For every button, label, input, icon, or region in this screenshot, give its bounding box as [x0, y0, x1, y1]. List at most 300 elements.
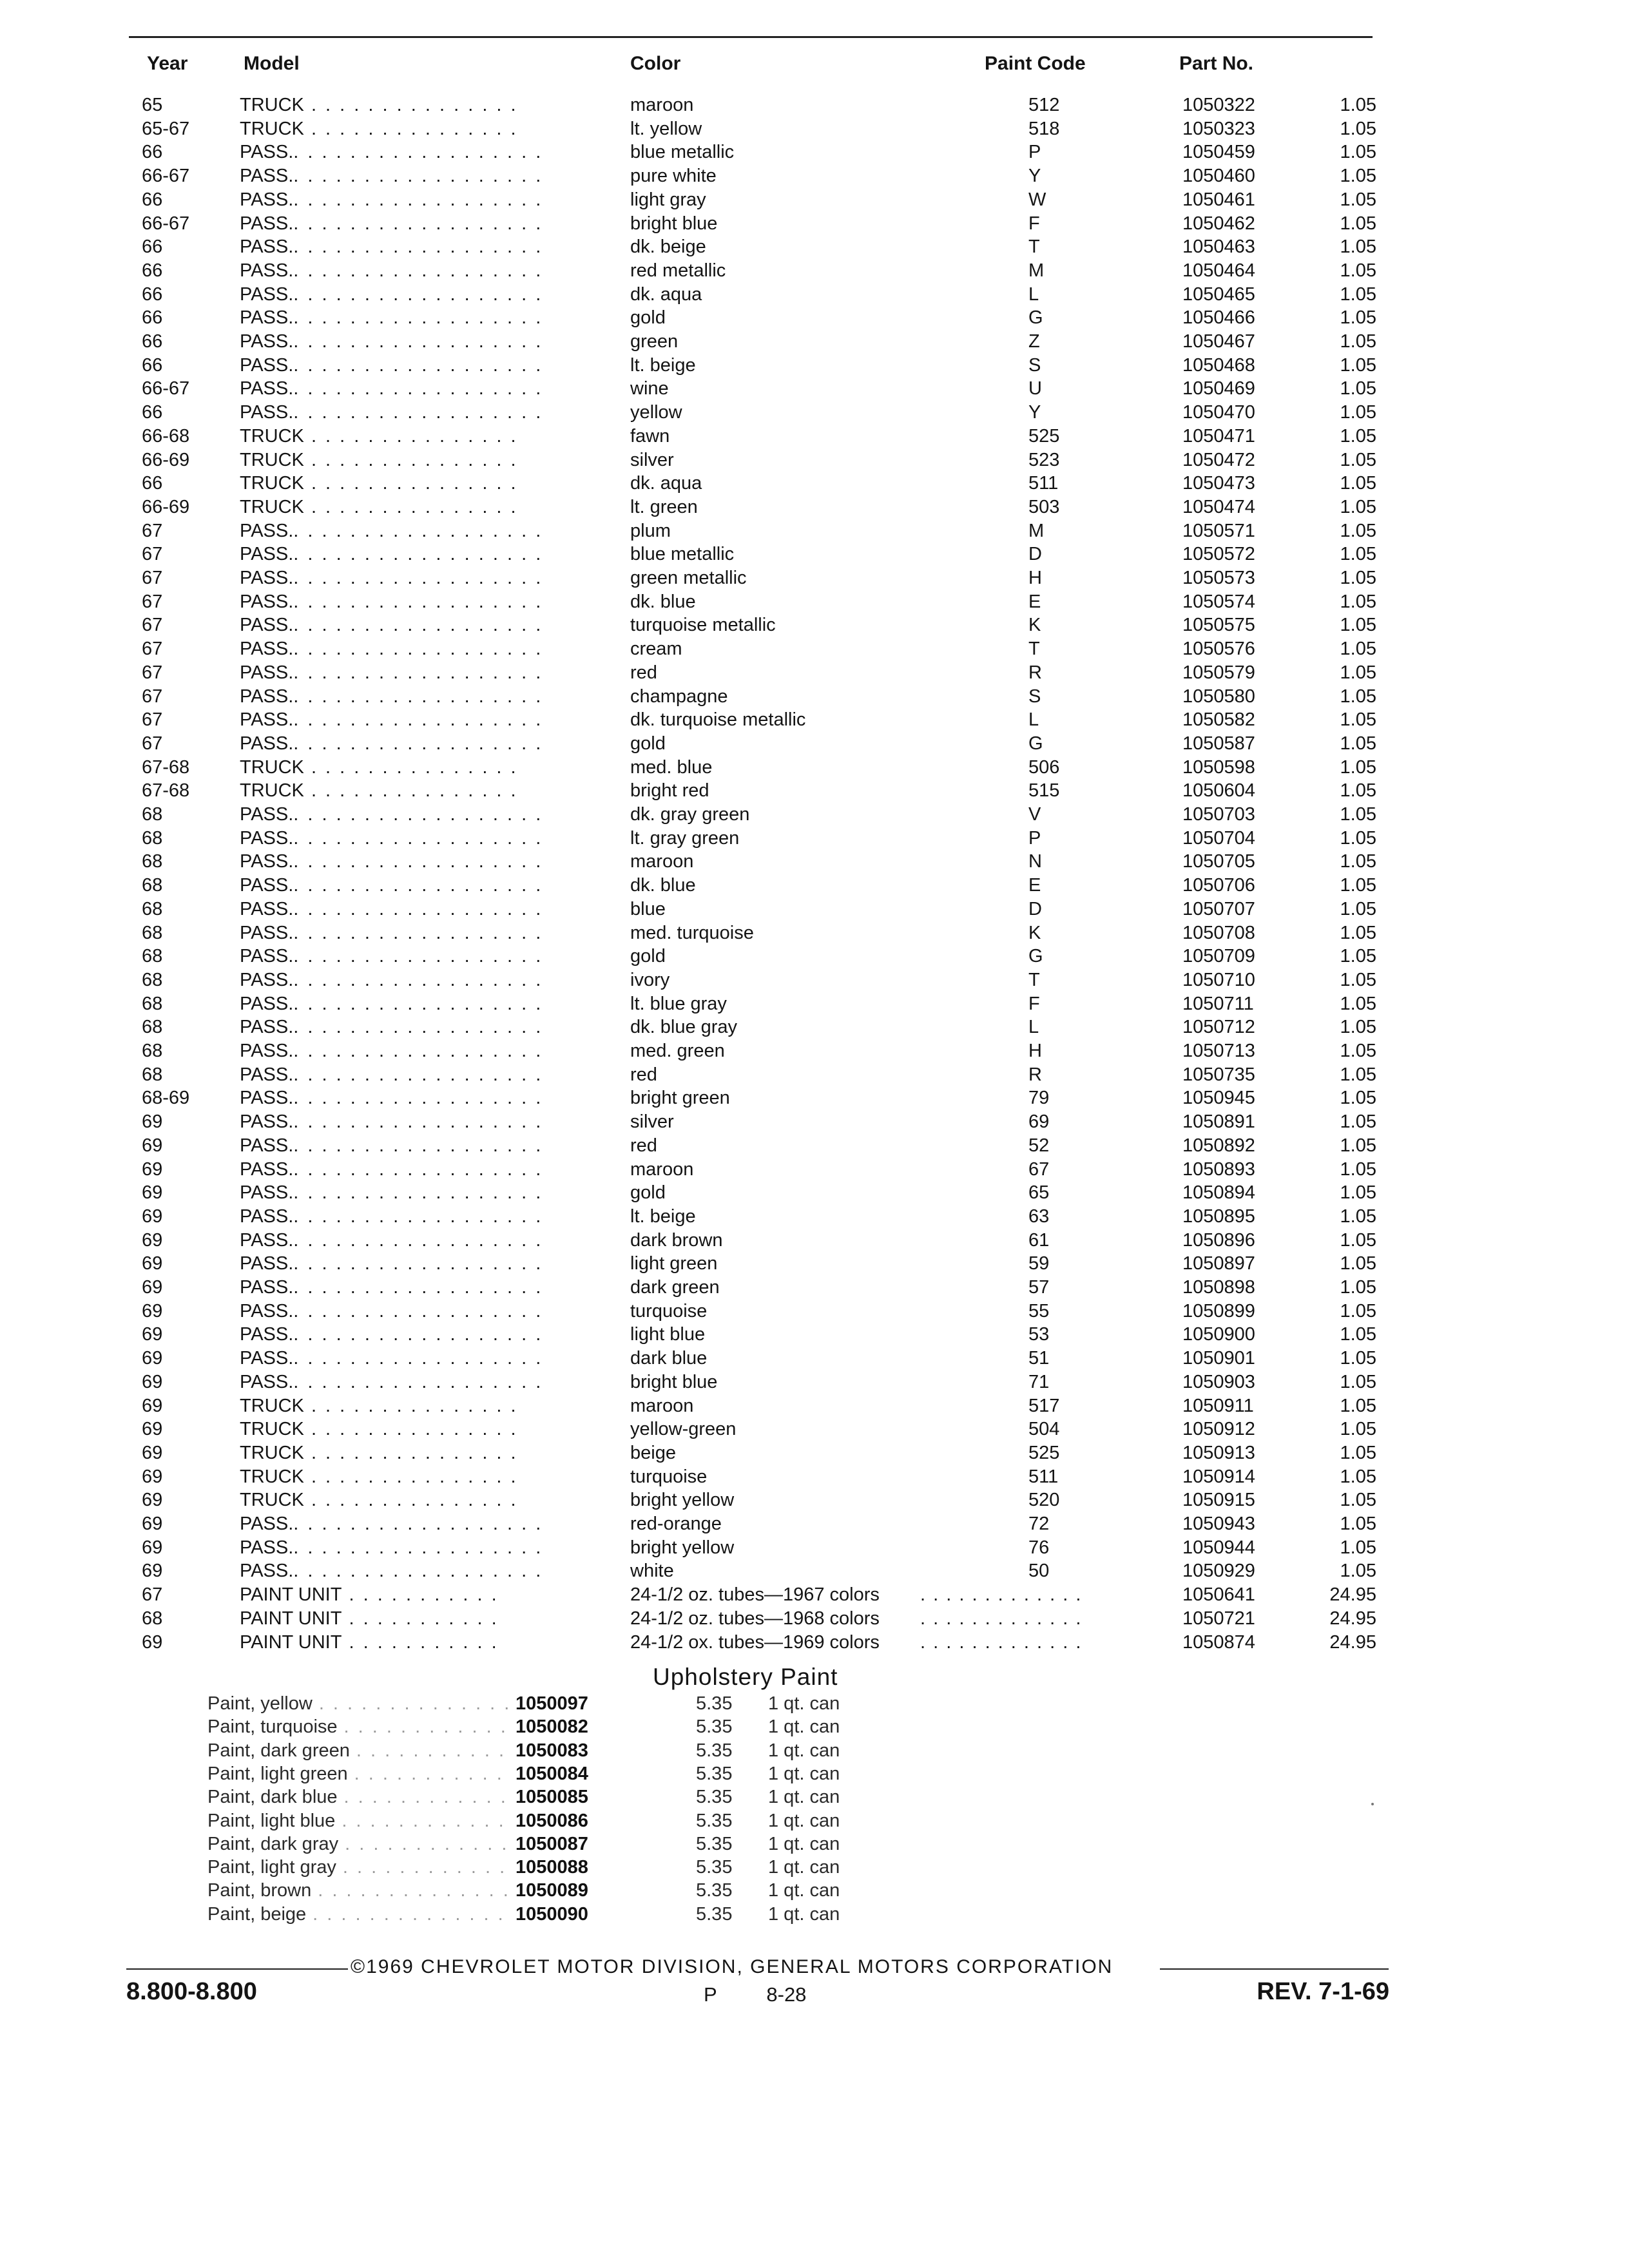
color-cell: bright yellow	[630, 1537, 735, 1558]
model-cell: PASS.. . . . . . . . . . . . . . . . . .	[240, 733, 543, 754]
color-cell: med. turquoise	[630, 922, 754, 943]
part-number-cell: 1050580	[1182, 686, 1255, 707]
model-text: PASS.	[240, 1348, 294, 1369]
paint-code-cell: W	[1028, 189, 1046, 210]
leader-dots: . . . . . . . . . . . . . .	[318, 1693, 512, 1714]
price-cell: 1.05	[1340, 1135, 1376, 1156]
paint-code-cell: 69	[1028, 1111, 1050, 1133]
model-cell: PASS.. . . . . . . . . . . . . . . . . .	[240, 1017, 543, 1038]
color-cell: white	[630, 1561, 674, 1582]
model-text: PASS.	[240, 946, 294, 967]
model-cell: PASS.. . . . . . . . . . . . . . . . . .	[240, 946, 543, 967]
year-cell: 68	[142, 1064, 163, 1085]
item-name: Paint, dark blue	[207, 1787, 338, 1808]
model-cell: PASS.. . . . . . . . . . . . . . . . . .	[240, 378, 543, 399]
table-row	[0, 1465, 1629, 1489]
model-text: PASS.	[240, 709, 294, 731]
year-cell: 68	[142, 969, 163, 990]
part-number-cell: 1050641	[1182, 1584, 1255, 1606]
year-cell: 68	[142, 804, 163, 825]
year-cell: 66	[142, 402, 163, 423]
paint-code-cell: G	[1028, 946, 1043, 967]
color-cell: turquoise	[630, 1300, 708, 1321]
model-cell: PASS.. . . . . . . . . . . . . . . . . .	[240, 284, 543, 305]
header-part-no: Part No.	[1179, 53, 1254, 74]
paint-code-cell: H	[1028, 1041, 1042, 1061]
color-cell: green metallic	[630, 568, 747, 588]
price-cell: 1.05	[1340, 686, 1376, 707]
year-cell: 67	[142, 520, 163, 541]
model-cell: PASS.. . . . . . . . . . . . . . . . . .	[240, 709, 543, 731]
part-number-cell: 1050322	[1182, 95, 1255, 115]
part-number-cell: 1050471	[1182, 425, 1255, 447]
item-name: Paint, light blue	[207, 1810, 336, 1831]
model-text: TRUCK	[240, 425, 304, 447]
price-cell: 1.05	[1340, 1158, 1376, 1180]
revision-date: REV. 7-1-69	[1257, 1978, 1389, 2005]
part-number-cell: 1050090	[516, 1903, 588, 1925]
model-cell: PASS.. . . . . . . . . . . . . . . . . .	[240, 189, 543, 210]
price-cell: 5.35	[696, 1787, 733, 1808]
part-number-cell: 1050899	[1182, 1300, 1255, 1321]
item-name: Paint, yellow	[207, 1693, 313, 1714]
model-text: PASS.	[240, 1324, 294, 1345]
model-cell: TRUCK . . . . . . . . . . . . . . .	[240, 496, 518, 517]
model-cell: PASS.. . . . . . . . . . . . . . . . . .	[240, 1277, 543, 1298]
table-row	[0, 1158, 1629, 1182]
paint-code-cell: 67	[1028, 1158, 1050, 1180]
year-cell: 69	[142, 1229, 163, 1251]
table-row	[0, 1015, 1629, 1039]
color-cell: lt. blue gray	[630, 993, 727, 1014]
year-cell: 68	[142, 898, 163, 919]
part-number-cell: 1050082	[516, 1716, 588, 1738]
part-number-cell: 1050587	[1182, 733, 1255, 754]
table-row	[0, 1229, 1629, 1253]
color-cell: lt. gray green	[630, 827, 740, 849]
part-number-cell: 1050467	[1182, 331, 1255, 352]
paint-code-cell: G	[1028, 733, 1043, 754]
model-cell: TRUCK . . . . . . . . . . . . . . .	[240, 780, 518, 802]
color-cell: dk. aqua	[630, 284, 702, 305]
price-cell: 1.05	[1340, 95, 1376, 115]
price-cell: 5.35	[696, 1693, 733, 1714]
paint-code-cell: 512	[1028, 95, 1060, 115]
model-cell: PAINT UNIT . . . . . . . . . . .	[240, 1608, 499, 1629]
model-text: PASS.	[240, 1182, 294, 1204]
table-row	[0, 1394, 1629, 1418]
table-row	[0, 235, 1629, 259]
model-cell: PASS.. . . . . . . . . . . . . . . . . .	[240, 1229, 543, 1251]
table-row	[0, 1441, 1629, 1465]
model-cell: PASS.. . . . . . . . . . . . . . . . . .	[240, 591, 543, 612]
color-cell: dk. beige	[630, 236, 706, 258]
model-cell: PASS.. . . . . . . . . . . . . . . . . .	[240, 166, 543, 187]
item-name: Paint, beige	[207, 1903, 307, 1925]
model-text: PASS.	[240, 851, 294, 872]
color-cell: light gray	[630, 189, 706, 210]
model-cell: PASS.. . . . . . . . . . . . . . . . . .	[240, 639, 543, 660]
price-cell: 1.05	[1340, 1395, 1376, 1416]
model-cell: PASS.. . . . . . . . . . . . . . . . . .	[240, 875, 543, 896]
model-text: PASS.	[240, 260, 294, 281]
color-cell: lt. green	[630, 496, 698, 517]
model-cell: PASS.. . . . . . . . . . . . . . . . . .	[240, 922, 543, 943]
price-cell: 5.35	[696, 1810, 733, 1831]
color-cell: light blue	[630, 1324, 706, 1345]
footer-rule-left	[126, 1968, 365, 1970]
color-cell: fawn	[630, 425, 670, 447]
leader-dots: . . . . . . . . . . . .	[342, 1810, 506, 1831]
model-text: PASS.	[240, 213, 294, 234]
color-cell: maroon	[630, 95, 694, 115]
table-row	[0, 1536, 1629, 1560]
part-number-cell: 1050466	[1182, 307, 1255, 329]
model-text: TRUCK	[240, 1419, 304, 1440]
part-number-cell: 1050085	[516, 1787, 588, 1808]
leader-dots: . . . . . . . . . . .	[354, 1763, 504, 1784]
model-text: PASS.	[240, 1537, 294, 1558]
paint-code-cell: P	[1028, 142, 1041, 163]
list-item	[0, 1879, 1629, 1902]
color-cell: gold	[630, 946, 666, 967]
color-cell: gold	[630, 307, 666, 329]
color-cell: red	[630, 1135, 657, 1156]
table-row	[0, 1039, 1629, 1063]
year-cell: 69	[142, 1158, 163, 1180]
price-cell: 1.05	[1340, 898, 1376, 919]
model-text: PAINT UNIT	[240, 1631, 342, 1653]
table-row	[0, 425, 1629, 448]
color-cell: turquoise metallic	[630, 615, 776, 636]
paint-code-cell: 61	[1028, 1229, 1050, 1251]
model-text: PASS.	[240, 307, 294, 329]
model-text: PASS.	[240, 1206, 294, 1227]
paint-code-cell: 525	[1028, 1442, 1060, 1463]
price-cell: 1.05	[1340, 662, 1376, 683]
list-item	[0, 1856, 1629, 1879]
item-name: Paint, dark green	[207, 1740, 350, 1761]
table-row	[0, 259, 1629, 283]
paint-code-cell: G	[1028, 307, 1043, 329]
part-number-cell: 1050472	[1182, 449, 1255, 470]
part-number-cell: 1050721	[1182, 1608, 1255, 1629]
part-number-cell: 1050898	[1182, 1277, 1255, 1298]
model-text: TRUCK	[240, 780, 304, 802]
part-number-cell: 1050713	[1182, 1041, 1255, 1061]
color-cell: maroon	[630, 1395, 694, 1416]
table-row	[0, 803, 1629, 827]
model-text: PASS.	[240, 1064, 294, 1085]
part-number-cell: 1050473	[1182, 473, 1255, 494]
paint-code-cell: 517	[1028, 1395, 1060, 1416]
paint-code-cell: N	[1028, 851, 1042, 872]
upholstery-title: Upholstery Paint	[653, 1664, 838, 1690]
color-cell: red metallic	[630, 260, 726, 281]
paint-code-cell: R	[1028, 662, 1042, 683]
list-item	[0, 1715, 1629, 1738]
table-row	[0, 779, 1629, 803]
leader-dots: . . . . . . . . . . . .	[343, 1716, 508, 1738]
year-cell: 66	[142, 236, 163, 258]
price-cell: 1.05	[1340, 804, 1376, 825]
color-cell: blue metallic	[630, 544, 735, 565]
color-cell: dark green	[630, 1277, 720, 1298]
paint-code-cell: F	[1028, 993, 1040, 1014]
paint-code-cell: V	[1028, 804, 1041, 825]
model-text: PASS.	[240, 875, 294, 896]
price-cell: 1.05	[1340, 402, 1376, 423]
price-cell: 1.05	[1340, 378, 1376, 399]
year-cell: 68-69	[142, 1088, 190, 1109]
paint-code-cell: 79	[1028, 1088, 1050, 1109]
paint-code-cell: K	[1028, 615, 1041, 636]
price-cell: 1.05	[1340, 1017, 1376, 1038]
year-cell: 67	[142, 591, 163, 612]
price-cell: 1.05	[1340, 449, 1376, 470]
color-cell: lt. beige	[630, 1206, 696, 1227]
color-cell: blue metallic	[630, 142, 735, 163]
year-cell: 66-67	[142, 213, 190, 234]
header-model: Model	[244, 53, 300, 74]
model-cell: PASS.. . . . . . . . . . . . . . . . . .	[240, 544, 543, 565]
part-number-cell: 1050464	[1182, 260, 1255, 281]
paint-unit-row	[0, 1607, 1629, 1631]
model-text: PASS.	[240, 1561, 294, 1582]
model-cell: PASS.. . . . . . . . . . . . . . . . . .	[240, 827, 543, 849]
price-cell: 1.05	[1340, 1371, 1376, 1392]
table-row	[0, 590, 1629, 614]
year-cell: 66	[142, 354, 163, 376]
price-cell: 1.05	[1340, 969, 1376, 990]
paint-code-cell: 76	[1028, 1537, 1050, 1558]
model-text: PASS.	[240, 898, 294, 919]
leader-dots: . . . . . . . . . . . .	[345, 1833, 509, 1854]
copyright-line: ©1969 CHEVROLET MOTOR DIVISION, GENERAL MOTORS CORPORATION	[348, 1956, 1115, 1978]
year-cell: 67	[142, 733, 163, 754]
model-cell: PASS.. . . . . . . . . . . . . . . . . .	[240, 520, 543, 541]
model-cell: PAINT UNIT . . . . . . . . . . .	[240, 1584, 499, 1606]
page-number	[704, 1983, 806, 2006]
model-text: PASS.	[240, 993, 294, 1014]
year-cell: 69	[142, 1206, 163, 1227]
model-cell: PASS.. . . . . . . . . . . . . . . . . .	[240, 307, 543, 329]
year-cell: 69	[142, 1514, 163, 1534]
model-text: PASS.	[240, 544, 294, 565]
paint-unit-row	[0, 1631, 1629, 1655]
model-text: PASS.	[240, 1017, 294, 1038]
paint-code-cell: S	[1028, 686, 1041, 707]
model-cell: PASS.. . . . . . . . . . . . . . . . . .	[240, 615, 543, 636]
model-cell: TRUCK . . . . . . . . . . . . . . .	[240, 1419, 518, 1440]
model-text: PASS.	[240, 804, 294, 825]
model-text: TRUCK	[240, 756, 304, 778]
paint-code-cell: 511	[1028, 1466, 1059, 1487]
paint-code-cell: M	[1028, 260, 1045, 281]
unit-cell: 1 qt. can	[768, 1740, 840, 1761]
paint-code-cell: 57	[1028, 1277, 1050, 1298]
part-number-cell: 1050704	[1182, 827, 1255, 849]
table-row	[0, 850, 1629, 874]
paint-code-cell: 65	[1028, 1182, 1050, 1204]
description-cell: 24-1/2 oz. tubes—1968 colors	[630, 1608, 880, 1629]
price-cell: 1.05	[1340, 780, 1376, 802]
part-number-cell: 1050903	[1182, 1371, 1255, 1392]
paint-code-cell: 523	[1028, 449, 1060, 470]
price-cell: 1.05	[1340, 827, 1376, 849]
model-cell: TRUCK . . . . . . . . . . . . . . .	[240, 1466, 518, 1487]
color-cell: dk. blue gray	[630, 1017, 738, 1038]
color-cell: cream	[630, 639, 682, 660]
item-name: Paint, light green	[207, 1763, 348, 1784]
price-cell: 1.05	[1340, 1324, 1376, 1345]
year-cell: 65	[142, 95, 163, 115]
leader-dots: . . . . . . . . . . . . .	[920, 1631, 1083, 1653]
color-cell: med. blue	[630, 756, 713, 778]
model-text: TRUCK	[240, 473, 304, 494]
model-cell: PASS.. . . . . . . . . . . . . . . . . .	[240, 1206, 543, 1227]
price-cell: 1.05	[1340, 1300, 1376, 1321]
price-cell: 1.05	[1340, 1206, 1376, 1227]
model-cell: PASS.. . . . . . . . . . . . . . . . . .	[240, 851, 543, 872]
part-number-cell: 1050914	[1182, 1466, 1255, 1487]
part-number-cell: 1050708	[1182, 922, 1255, 943]
color-cell: bright red	[630, 780, 709, 802]
model-cell: PASS.. . . . . . . . . . . . . . . . . .	[240, 1111, 543, 1133]
part-number-cell: 1050712	[1182, 1017, 1255, 1038]
model-text: PASS.	[240, 591, 294, 612]
year-cell: 66-67	[142, 166, 190, 187]
table-row	[0, 495, 1629, 519]
price-cell: 1.05	[1340, 1182, 1376, 1204]
part-number-cell: 1050461	[1182, 189, 1255, 210]
table-row	[0, 1181, 1629, 1205]
part-number-cell: 1050912	[1182, 1419, 1255, 1440]
part-number-cell: 1050705	[1182, 851, 1255, 872]
price-cell: 1.05	[1340, 733, 1376, 754]
part-number-cell: 1050088	[516, 1857, 588, 1878]
price-cell: 1.05	[1340, 236, 1376, 258]
unit-cell: 1 qt. can	[768, 1810, 840, 1831]
model-text: PASS.	[240, 1300, 294, 1321]
scan-speck	[1371, 1803, 1374, 1805]
model-text: PASS.	[240, 1371, 294, 1392]
model-cell: PASS.. . . . . . . . . . . . . . . . . .	[240, 898, 543, 919]
year-cell: 68	[142, 1041, 163, 1061]
price-cell: 5.35	[696, 1740, 733, 1761]
paint-code-cell: E	[1028, 875, 1041, 896]
paint-code-cell: M	[1028, 520, 1045, 541]
color-cell: green	[630, 331, 679, 352]
color-cell: lt. yellow	[630, 118, 702, 139]
model-cell: PASS.. . . . . . . . . . . . . . . . . .	[240, 662, 543, 683]
paint-code-cell: 59	[1028, 1253, 1050, 1274]
part-number-cell: 1050598	[1182, 756, 1255, 778]
table-row	[0, 613, 1629, 637]
model-text: PASS.	[240, 1041, 294, 1061]
leader-dots: . . . . . . . . . . . . .	[920, 1584, 1083, 1606]
year-cell: 67	[142, 544, 163, 565]
table-row	[0, 945, 1629, 968]
color-cell: beige	[630, 1442, 676, 1463]
paint-code-cell: F	[1028, 213, 1040, 234]
price-cell: 1.05	[1340, 993, 1376, 1014]
item-name: Paint, turquoise	[207, 1716, 338, 1738]
paint-code-cell: R	[1028, 1064, 1042, 1085]
model-cell: PASS.. . . . . . . . . . . . . . . . . .	[240, 969, 543, 990]
paint-code-cell: T	[1028, 236, 1040, 258]
list-item	[0, 1762, 1629, 1785]
model-cell: TRUCK . . . . . . . . . . . . . . .	[240, 473, 518, 494]
color-cell: blue	[630, 898, 666, 919]
price-cell: 1.05	[1340, 568, 1376, 588]
year-cell: 69	[142, 1348, 163, 1369]
part-number-cell: 1050915	[1182, 1490, 1255, 1511]
page-letter: P	[704, 1983, 717, 2006]
model-text: PASS.	[240, 686, 294, 707]
price-cell: 24.95	[1329, 1631, 1376, 1653]
part-number-cell: 1050929	[1182, 1561, 1255, 1582]
color-cell: ivory	[630, 969, 670, 990]
part-number-cell: 1050469	[1182, 378, 1255, 399]
price-cell: 1.05	[1340, 544, 1376, 565]
model-text: PASS.	[240, 827, 294, 849]
price-cell: 1.05	[1340, 118, 1376, 139]
model-text: PASS.	[240, 331, 294, 352]
year-cell: 69	[142, 1111, 163, 1133]
color-cell: plum	[630, 520, 671, 541]
table-row	[0, 921, 1629, 945]
list-item	[0, 1692, 1629, 1715]
table-row	[0, 1300, 1629, 1323]
header-color: Color	[630, 53, 681, 74]
part-number-cell: 1050573	[1182, 568, 1255, 588]
paint-code-cell: 515	[1028, 780, 1060, 802]
part-number-cell: 1050575	[1182, 615, 1255, 636]
color-cell: silver	[630, 1111, 674, 1133]
part-number-cell: 1050895	[1182, 1206, 1255, 1227]
unit-cell: 1 qt. can	[768, 1903, 840, 1925]
model-cell: TRUCK . . . . . . . . . . . . . . .	[240, 425, 518, 447]
paint-code-cell: 52	[1028, 1135, 1050, 1156]
price-cell: 1.05	[1340, 1537, 1376, 1558]
model-text: TRUCK	[240, 95, 304, 115]
year-cell: 66	[142, 284, 163, 305]
year-cell: 66	[142, 142, 163, 163]
year-cell: 66	[142, 189, 163, 210]
table-row	[0, 1418, 1629, 1441]
paint-code-cell: 50	[1028, 1561, 1050, 1582]
part-number-cell: 1050707	[1182, 898, 1255, 919]
model-text: PAINT UNIT	[240, 1584, 342, 1606]
part-number-cell: 1050945	[1182, 1088, 1255, 1109]
price-cell: 24.95	[1329, 1608, 1376, 1629]
table-row	[0, 1323, 1629, 1347]
price-cell: 1.05	[1340, 260, 1376, 281]
model-cell: PASS.. . . . . . . . . . . . . . . . . .	[240, 1158, 543, 1180]
table-row	[0, 661, 1629, 685]
table-row	[0, 1063, 1629, 1087]
paint-code-cell: 506	[1028, 756, 1060, 778]
year-cell: 66-67	[142, 378, 190, 399]
year-cell: 69	[142, 1182, 163, 1204]
year-cell: 66-69	[142, 496, 190, 517]
year-cell: 69	[142, 1466, 163, 1487]
paint-code-cell: 518	[1028, 118, 1060, 139]
section-number: 8.800-8.800	[126, 1978, 257, 2005]
table-row	[0, 93, 1629, 117]
price-cell: 1.05	[1340, 1041, 1376, 1061]
